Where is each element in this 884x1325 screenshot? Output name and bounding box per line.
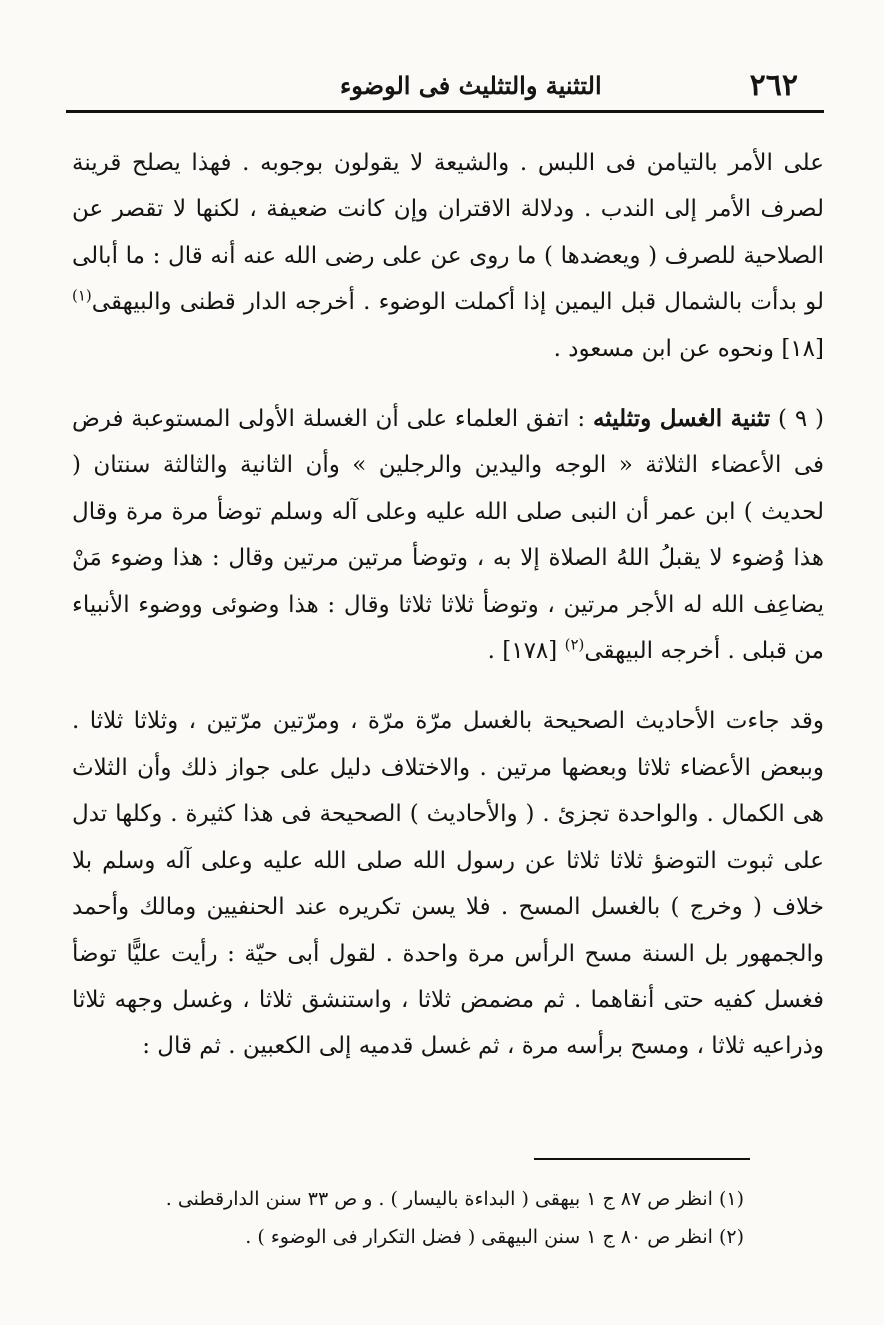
footnote-ref-2: (٢) [564,635,585,654]
footnotes [150,1180,744,1256]
paragraph-2-tail: [١٧٨] . [487,638,565,665]
section-number: ( ٩ ) [778,406,824,433]
paragraph-2 [72,396,824,674]
paragraph-3-text: وقد جاءت الأحاديث الصحيحة بالغسل مرّة مرّة ، ومرّتين مرّتين ، وثلاثا ثلاثا . وببعض الأعضاء ثلاثا وبعضها مرتين . والاختلاف دليل على جواز ذلك وأن الثلاث هى الكمال . والواحدة تجزئ . ( والأحاديث ) الصحيحة فى هذا كثيرة . وكلها تدل على ثبوت التوضؤ ثلاثا ثلاثا عن رسول الله صلى الله عليه وعلى آله وسلم بلا خلاف ( وخرج ) بالغسل المسح . فلا يسن تكريره عند الحنفيين ومالك وأحمد والجمهور بل السنة مسح الرأس مرة واحدة . لقول أبى حيّة : رأيت عليًّا توضأ فغسل كفيه حتى أنقاهما . ثم مضمض ثلاثا ، واستنشق ثلاثا ، وغسل وجهه ثلاثا وذراعيه ثلاثا ، ومسح برأسه مرة ، ثم غسل قدميه إلى الكعبين . ثم قال : [72,708,824,1060]
page-header [70,62,822,108]
paragraph-1-text: على الأمر بالتيامن فى اللبس . والشيعة لا يقولون بوجوبه . فهذا يصلح قرينة لصرف الأمر إلى الندب . ودلالة الاقتران وإن كانت ضعيفة ، لكنها لا تقصر عن الصلاحية للصرف ( ويعضدها ) ما روى عن على رضى الله عنه أنه قال : ما أبالى لو بدأت بالشمال قبل اليمين إذا أكملت الوضوء . أخرجه الدار قطنى والبيهقى [72,150,824,316]
paragraph-1-tail: [١٨] ونحوه عن ابن مسعود . [553,335,824,362]
footnote-1: (١) انظر ص ٨٧ ج ١ بيهقى ( البداءة باليسار ) . و ص ٣٣ سنن الدارقطنى . [165,1188,744,1210]
footnote-rule [534,1158,750,1160]
paragraph-2-text: : اتفق العلماء على أن الغسلة الأولى المستوعبة فرض فى الأعضاء الثلاثة « الوجه واليدين والرجلين » وأن الثانية والثالثة سنتان ( لحديث ) ابن عمر أن النبى صلى الله عليه وعلى آله وسلم توضأ مرة مرة وقال هذا وُضوء لا يقبلُ اللهُ الصلاة إلا به ، وتوضأ مرتين مرتين وقال : هذا وضوء مَنْ يضاعِف الله له الأجر مرتين ، وتوضأ ثلاثا ثلاثا وقال : هذا وضوئى ووضوء الأنبياء من قبلى . أخرجه البيهقى [72,406,824,665]
footnote-2: (٢) انظر ص ٨٠ ج ١ سنن البيهقى ( فضل التكرار فى الوضوء ) . [245,1226,744,1248]
paragraph-1 [72,140,824,372]
section-heading: تثنية الغسل وتثليثه [592,405,771,433]
body-text [72,140,824,1070]
header-rule [66,110,824,113]
running-title: التثنية والتثليث فى الوضوء [340,70,602,100]
paragraph-gap [72,372,824,396]
paragraph-gap [72,674,824,698]
page-number: ٢٦٢ [749,67,798,103]
footnote-ref-1: (١) [72,286,92,305]
paragraph-3 [72,698,824,1069]
